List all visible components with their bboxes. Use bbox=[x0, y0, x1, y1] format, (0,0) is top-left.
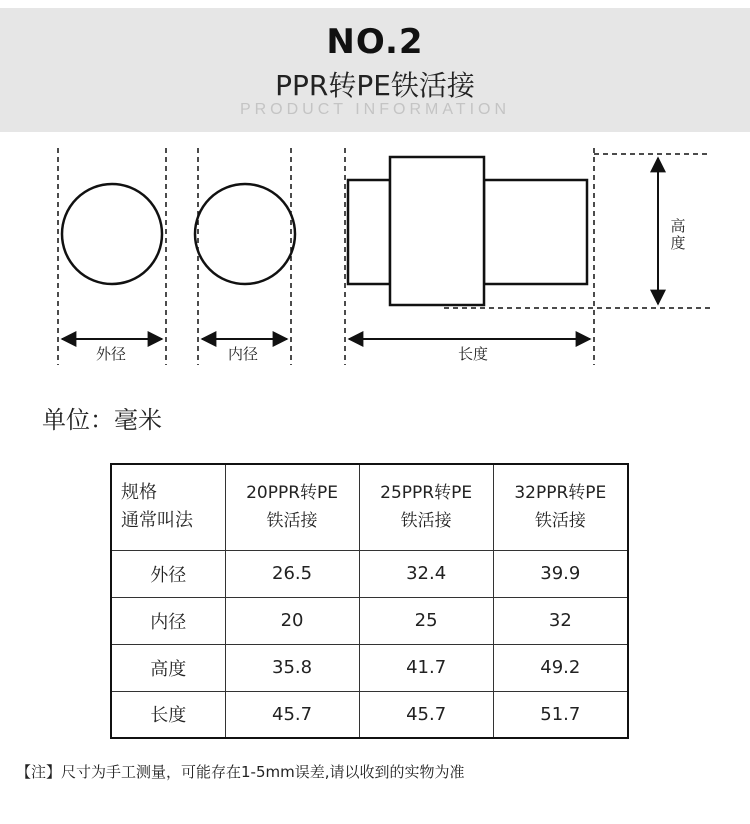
table-cell: 26.5 bbox=[225, 550, 359, 597]
table-cell: 25 bbox=[359, 597, 493, 644]
table-cell: 20 bbox=[225, 597, 359, 644]
column-header-line2: 铁活接 bbox=[266, 511, 318, 532]
table-cell: 45.7 bbox=[225, 691, 359, 738]
table-cell: 39.9 bbox=[493, 550, 628, 597]
column-header-25 bbox=[359, 464, 493, 550]
fitting-right-end bbox=[484, 180, 587, 284]
outer-diameter-circle bbox=[62, 184, 162, 284]
length-label: 长度 bbox=[455, 343, 491, 364]
height-label: 高度 bbox=[670, 217, 686, 252]
inner-diameter-label: 内径 bbox=[225, 343, 261, 364]
table-cell: 32 bbox=[493, 597, 628, 644]
product-title: PPR转PE铁活接 bbox=[275, 69, 475, 102]
table-cell: 32.4 bbox=[359, 550, 493, 597]
row-label-length: 长度 bbox=[111, 691, 225, 738]
column-header-32 bbox=[493, 464, 628, 550]
table-header-label bbox=[111, 464, 225, 550]
table-cell: 45.7 bbox=[359, 691, 493, 738]
column-header-line1: 32PPR转PE bbox=[514, 483, 607, 504]
table-row bbox=[111, 550, 628, 597]
column-header-line1: 25PPR转PE bbox=[380, 483, 473, 504]
row-label-inner-diameter: 内径 bbox=[111, 597, 225, 644]
column-header-20 bbox=[225, 464, 359, 550]
table-cell: 35.8 bbox=[225, 644, 359, 691]
header-label-line1: 规格 bbox=[121, 482, 157, 504]
inner-diameter-circle bbox=[195, 184, 295, 284]
product-subtitle: PRODUCT INFORMATION bbox=[239, 101, 511, 118]
table-cell: 41.7 bbox=[359, 644, 493, 691]
row-label-height: 高度 bbox=[111, 644, 225, 691]
table-row bbox=[111, 597, 628, 644]
table-cell: 51.7 bbox=[493, 691, 628, 738]
table-row bbox=[111, 644, 628, 691]
column-header-line1: 20PPR转PE bbox=[246, 483, 339, 504]
dimension-diagram bbox=[0, 140, 750, 380]
product-number: NO.2 bbox=[326, 22, 424, 62]
table-cell: 49.2 bbox=[493, 644, 628, 691]
fitting-nut bbox=[390, 157, 484, 305]
outer-diameter-label: 外径 bbox=[93, 343, 129, 364]
header-label-line2: 通常叫法 bbox=[121, 510, 193, 532]
unit-label: 单位：毫米 bbox=[42, 406, 162, 434]
column-header-line2: 铁活接 bbox=[400, 511, 452, 532]
fitting-left-end bbox=[348, 180, 390, 284]
table-row bbox=[111, 691, 628, 738]
spec-table bbox=[110, 463, 629, 739]
measurement-note: 【注】尺寸为手工测量，可能存在1-5mm误差,请以收到的实物为准 bbox=[16, 763, 465, 781]
row-label-outer-diameter: 外径 bbox=[111, 550, 225, 597]
table-header-row bbox=[111, 464, 628, 550]
column-header-line2: 铁活接 bbox=[534, 511, 586, 532]
